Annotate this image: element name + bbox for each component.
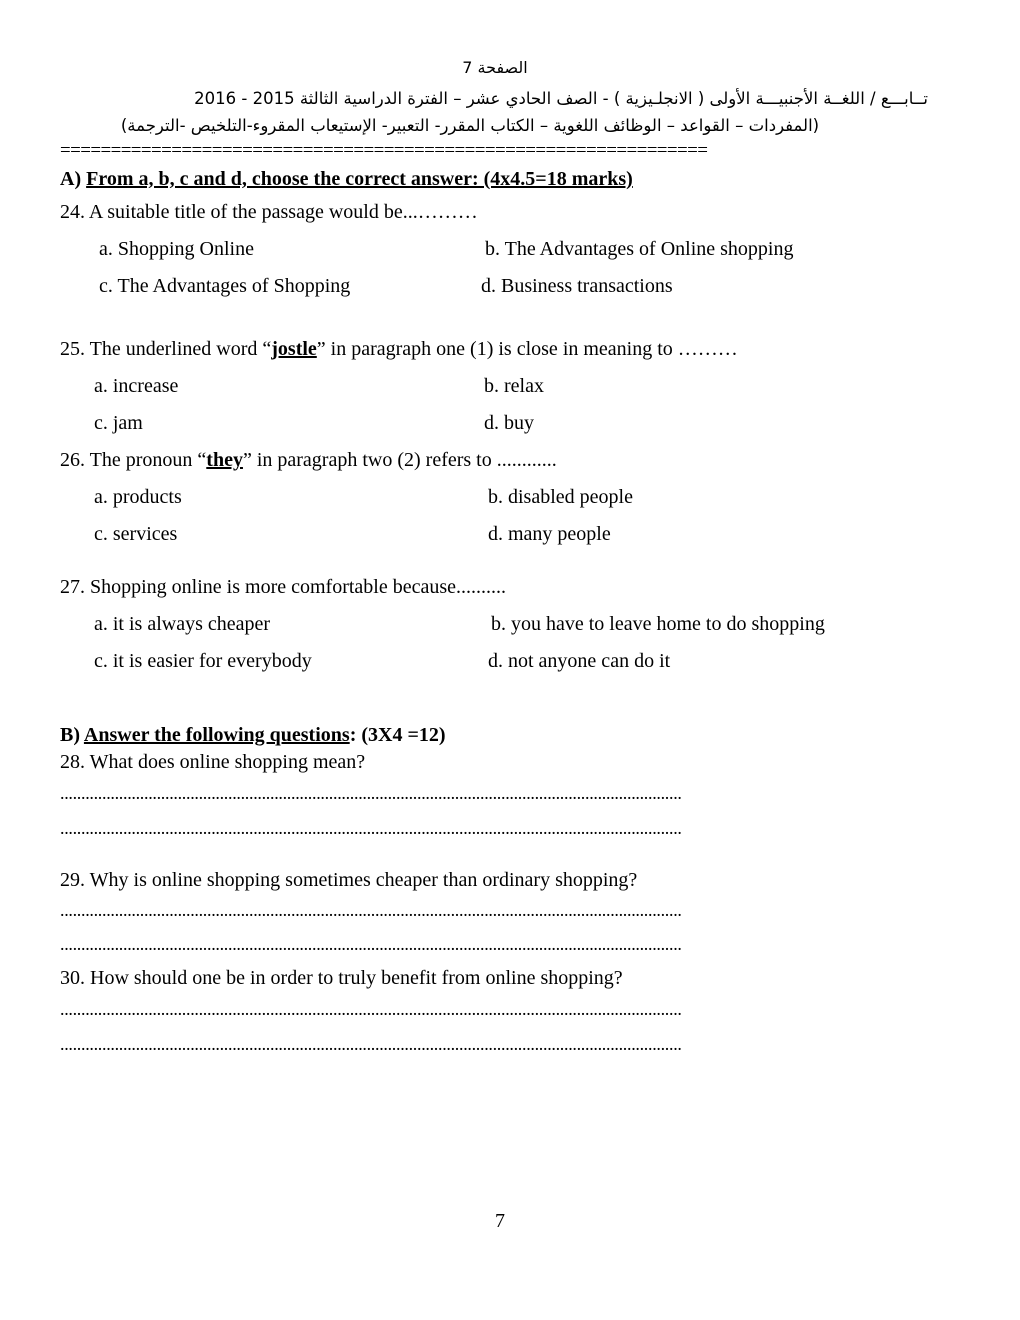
- q25-option-b: b. relax: [484, 375, 544, 397]
- q29-answer-line-2[interactable]: ....................................................................................................................................................: [60, 934, 682, 954]
- question-24-stem: 24. A suitable title of the passage would be...………: [60, 201, 478, 223]
- q25-option-a: a. increase: [94, 375, 179, 397]
- page-number: 7: [495, 1210, 505, 1232]
- q28-answer-line-1[interactable]: ....................................................................................................................................................: [60, 783, 682, 803]
- question-30-stem: 30. How should one be in order to truly benefit from online shopping?: [60, 967, 623, 989]
- q25-stem-after: ” in paragraph one (1) is close in meaning to ………: [316, 338, 738, 360]
- q27-option-d: d. not anyone can do it: [488, 650, 671, 672]
- q30-answer-line-1[interactable]: ....................................................................................................................................................: [60, 999, 682, 1019]
- question-28-stem: 28. What does online shopping mean?: [60, 751, 366, 773]
- q25-stem-before: 25. The underlined word “: [60, 338, 272, 360]
- q24-option-d: d. Business transactions: [481, 275, 673, 297]
- q25-option-c: c. jam: [94, 412, 143, 434]
- question-26-stem: [60, 449, 557, 472]
- section-b-marks: : (3X4 =12): [349, 724, 446, 746]
- q24-option-a: a. Shopping Online: [99, 238, 254, 260]
- topics-line: (المفردات – القواعد – الوظائف اللغوية – الكتاب المقرر- التعبير- الإستيعاب المقروء-التلخيص -الترجمة): [120, 116, 820, 135]
- q26-stem-before: 26. The pronoun “: [60, 449, 207, 471]
- q26-option-c: c. services: [94, 523, 178, 545]
- q27-option-c: c. it is easier for everybody: [94, 650, 312, 672]
- question-29-stem: 29. Why is online shopping sometimes cheaper than ordinary shopping?: [60, 869, 638, 891]
- subject-line: تــابـــع / اللغــة الأجنبيـــة الأولى ( الانجلـيزية ) - الصف الحادي عشر – الفترة الدراسية الثالثة 2015 - 2016: [194, 89, 928, 108]
- q27-option-a: a. it is always cheaper: [94, 613, 271, 635]
- section-a-title: From a, b, c and d, choose the correct answer: (4x4.5=18 marks): [86, 168, 633, 190]
- q30-answer-line-2[interactable]: ....................................................................................................................................................: [60, 1034, 682, 1054]
- section-a-prefix: A): [60, 168, 87, 190]
- q26-option-a: a. products: [94, 486, 182, 508]
- q24-option-b: b. The Advantages of Online shopping: [485, 238, 794, 260]
- section-b-title: Answer the following questions: [83, 724, 350, 746]
- question-27-stem: 27. Shopping online is more comfortable because..........: [60, 576, 507, 598]
- q24-option-c: c. The Advantages of Shopping: [99, 275, 351, 297]
- page-label: الصفحة 7: [462, 58, 528, 77]
- section-a-heading: [60, 168, 633, 191]
- q26-stem-after: ” in paragraph two (2) refers to ............: [242, 449, 557, 471]
- q26-option-b: b. disabled people: [488, 486, 633, 508]
- section-b-prefix: B): [60, 724, 84, 746]
- q25-keyword: jostle: [271, 338, 317, 360]
- question-25-stem: [60, 338, 738, 361]
- q27-option-b: b. you have to leave home to do shopping: [491, 613, 825, 635]
- header-rule: ================================================================: [60, 140, 708, 161]
- section-b-heading: [60, 724, 446, 747]
- q28-answer-line-2[interactable]: ....................................................................................................................................................: [60, 818, 682, 838]
- q26-keyword: they: [206, 449, 243, 471]
- q29-answer-line-1[interactable]: ....................................................................................................................................................: [60, 900, 682, 920]
- q26-option-d: d. many people: [488, 523, 611, 545]
- q25-option-d: d. buy: [484, 412, 534, 434]
